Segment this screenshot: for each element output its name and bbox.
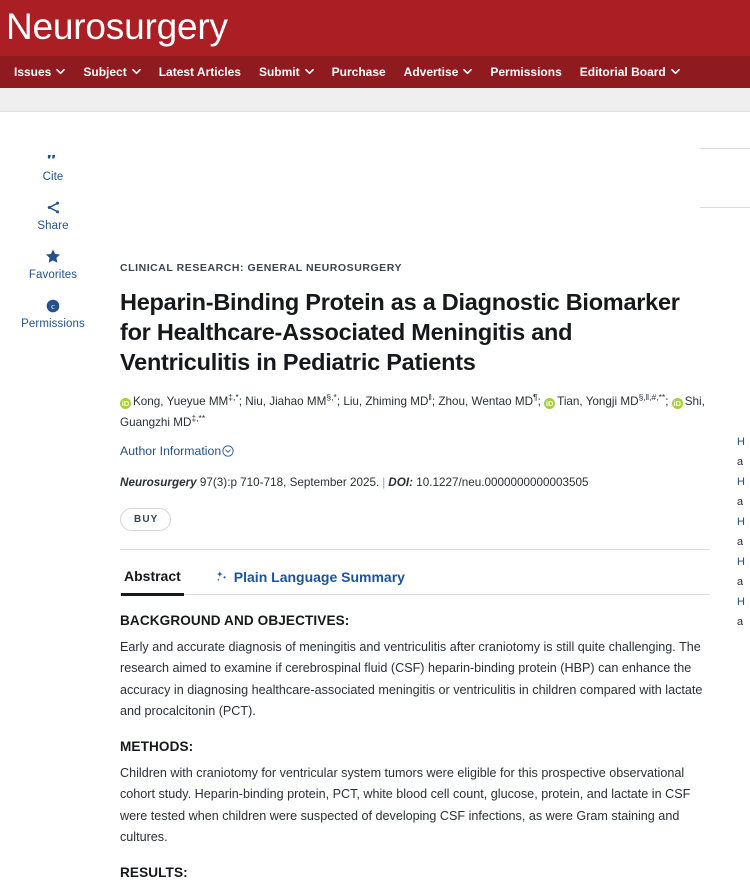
rail-item-label: Cite bbox=[42, 171, 64, 183]
tab-plain-language-summary[interactable] bbox=[212, 563, 408, 594]
nav-item-label: Purchase bbox=[331, 64, 386, 79]
orcid-icon[interactable]: iD bbox=[121, 398, 130, 408]
rail-item-label: Share bbox=[37, 220, 69, 232]
abstract-heading-background: BACKGROUND AND OBJECTIVES: bbox=[120, 612, 350, 628]
author-name[interactable]: Shi, Guangzhi MD bbox=[120, 394, 705, 429]
abstract-heading-results: RESULTS: bbox=[120, 864, 188, 880]
share-icon bbox=[0, 198, 106, 218]
site-masthead bbox=[0, 0, 750, 55]
abstract-heading-methods: METHODS: bbox=[120, 738, 194, 754]
abstract-section bbox=[120, 613, 705, 880]
chevron-down-circle-icon bbox=[222, 445, 234, 457]
nav-item-label: Advertise bbox=[403, 64, 459, 79]
tab-label: Abstract bbox=[124, 567, 181, 584]
quote-icon bbox=[0, 149, 106, 169]
right-column-sliver bbox=[737, 412, 750, 632]
nav-item-permissions[interactable] bbox=[481, 56, 570, 89]
tab-abstract[interactable] bbox=[121, 562, 184, 596]
rail-item-favorites[interactable] bbox=[0, 247, 106, 281]
nav-item-subject[interactable] bbox=[74, 56, 149, 89]
secondary-band bbox=[0, 88, 750, 112]
rail-item-permissions[interactable] bbox=[0, 296, 106, 330]
buy-button[interactable]: BUY bbox=[120, 508, 171, 531]
nav-item-submit[interactable] bbox=[250, 56, 323, 89]
chevron-down-icon bbox=[305, 67, 314, 76]
chevron-down-icon bbox=[56, 67, 65, 76]
article-category[interactable]: CLINICAL RESEARCH: GENERAL NEUROSURGERY bbox=[120, 262, 403, 274]
nav-item-label: Submit bbox=[258, 64, 300, 79]
chevron-down-icon bbox=[463, 67, 472, 76]
author-affiliation-marker[interactable]: ‡,* bbox=[228, 392, 239, 402]
author-affiliation-marker[interactable]: ‡,** bbox=[191, 412, 206, 423]
abstract-body-methods: Children with craniotomy for ventricular system tumors were eligible for this prospective observational cohort study. Heparin-binding protein, PCT, white blood cell count, glucose, protein, and lactate in CSF were tested when children were suspected of developing CSF infections, as were Gram staining and cultures. bbox=[120, 765, 691, 845]
author-name[interactable]: Tian, Yongji MD bbox=[557, 394, 639, 408]
rail-item-cite[interactable] bbox=[0, 149, 106, 183]
author-entry bbox=[245, 392, 337, 408]
nav-item-label: Subject bbox=[83, 64, 127, 79]
list-item[interactable]: H bbox=[737, 476, 745, 488]
rail-item-label: Permissions bbox=[21, 318, 85, 330]
page-content bbox=[0, 112, 750, 880]
author-separator: ; bbox=[665, 394, 672, 408]
author-separator: ; bbox=[431, 394, 439, 408]
nav-item-label: Permissions bbox=[490, 64, 562, 79]
primary-navigation bbox=[0, 55, 750, 88]
nav-item-label: Editorial Board bbox=[579, 64, 666, 79]
author-information-label: Author Information bbox=[120, 443, 222, 458]
citation-divider: | bbox=[382, 475, 386, 489]
sparkle-icon bbox=[215, 570, 228, 583]
author-affiliation-marker[interactable]: §,‖,#,** bbox=[638, 392, 666, 402]
nav-item-label: Issues bbox=[14, 64, 52, 79]
nav-item-latest-articles[interactable] bbox=[150, 56, 250, 89]
list-item[interactable]: H bbox=[737, 596, 745, 608]
right-column-divider-top bbox=[700, 148, 750, 149]
rail-item-share[interactable] bbox=[0, 198, 106, 232]
citation-line bbox=[120, 475, 710, 491]
author-entry bbox=[343, 392, 432, 408]
volume-issue-pages: 97(3):p 710-718, September 2025. bbox=[199, 475, 380, 489]
author-affiliation-marker[interactable]: ‖ bbox=[428, 392, 432, 402]
doi-value[interactable]: 10.1227/neu.0000000000003505 bbox=[416, 475, 589, 489]
author-separator: ; bbox=[537, 394, 545, 408]
journal-name: Neurosurgery bbox=[120, 475, 197, 489]
page-title: Heparin-Binding Protein as a Diagnostic Biomarker for Healthcare-Associated Meningitis and Ventriculitis in Pediatric Patients bbox=[120, 289, 680, 375]
author-affiliation-marker[interactable]: ¶ bbox=[533, 392, 538, 402]
right-column-divider-mid bbox=[700, 207, 750, 208]
nav-item-issues[interactable] bbox=[5, 56, 74, 89]
orcid-icon[interactable]: iD bbox=[545, 398, 554, 408]
nav-item-purchase[interactable] bbox=[323, 56, 395, 89]
nav-item-label: Latest Articles bbox=[158, 64, 241, 79]
list-item[interactable]: a bbox=[737, 616, 744, 628]
star-icon bbox=[0, 247, 106, 267]
site-logo[interactable]: Neurosurgery bbox=[6, 6, 228, 47]
list-item[interactable]: H bbox=[737, 556, 745, 568]
nav-item-advertise[interactable] bbox=[395, 56, 482, 89]
section-divider bbox=[120, 549, 710, 550]
author-name[interactable]: Liu, Zhiming MD bbox=[343, 394, 429, 408]
author-entry bbox=[544, 392, 666, 408]
svg-text:c: c bbox=[51, 301, 55, 311]
author-name[interactable]: Kong, Yueyue MM bbox=[133, 394, 229, 408]
article-main bbox=[120, 112, 710, 889]
author-name[interactable]: Zhou, Wentao MD bbox=[438, 394, 534, 408]
author-entry bbox=[120, 392, 239, 408]
abstract-body-background: Early and accurate diagnosis of meningitis and ventriculitis after craniotomy is still quite challenging. The research aimed to examine if cerebrospinal fluid (CSF) heparin-binding protein (HBP) can enhance the accuracy in diagnosing healthcare-associated meningitis or ventriculitis in children compared with lactate and procalcitonin (PCT). bbox=[120, 639, 703, 719]
author-separator: ; bbox=[336, 394, 344, 408]
list-item[interactable]: H bbox=[737, 436, 745, 448]
article-tabs bbox=[120, 562, 710, 595]
doi-label: DOI: bbox=[388, 475, 413, 489]
tab-label: Plain Language Summary bbox=[233, 568, 405, 585]
list-item[interactable]: a bbox=[737, 576, 744, 588]
rail-item-label: Favorites bbox=[28, 269, 78, 281]
orcid-icon[interactable]: iD bbox=[673, 398, 681, 408]
list-item[interactable]: H bbox=[737, 516, 745, 528]
chevron-down-icon bbox=[671, 67, 680, 76]
list-item[interactable]: a bbox=[737, 536, 744, 548]
author-entry bbox=[438, 392, 538, 408]
list-item[interactable] bbox=[737, 412, 750, 432]
copyright-icon bbox=[0, 296, 106, 316]
author-separator: ; bbox=[238, 394, 246, 408]
author-affiliation-marker[interactable]: §,* bbox=[326, 392, 337, 402]
list-item[interactable]: a bbox=[737, 456, 744, 468]
author-list bbox=[120, 389, 705, 431]
list-item[interactable]: a bbox=[737, 496, 744, 508]
author-name[interactable]: Niu, Jiahao MM bbox=[245, 394, 327, 408]
nav-item-editorial-board[interactable] bbox=[571, 56, 689, 89]
article-tools-rail bbox=[0, 149, 106, 345]
chevron-down-icon bbox=[132, 67, 141, 76]
author-information-toggle[interactable] bbox=[120, 444, 234, 458]
